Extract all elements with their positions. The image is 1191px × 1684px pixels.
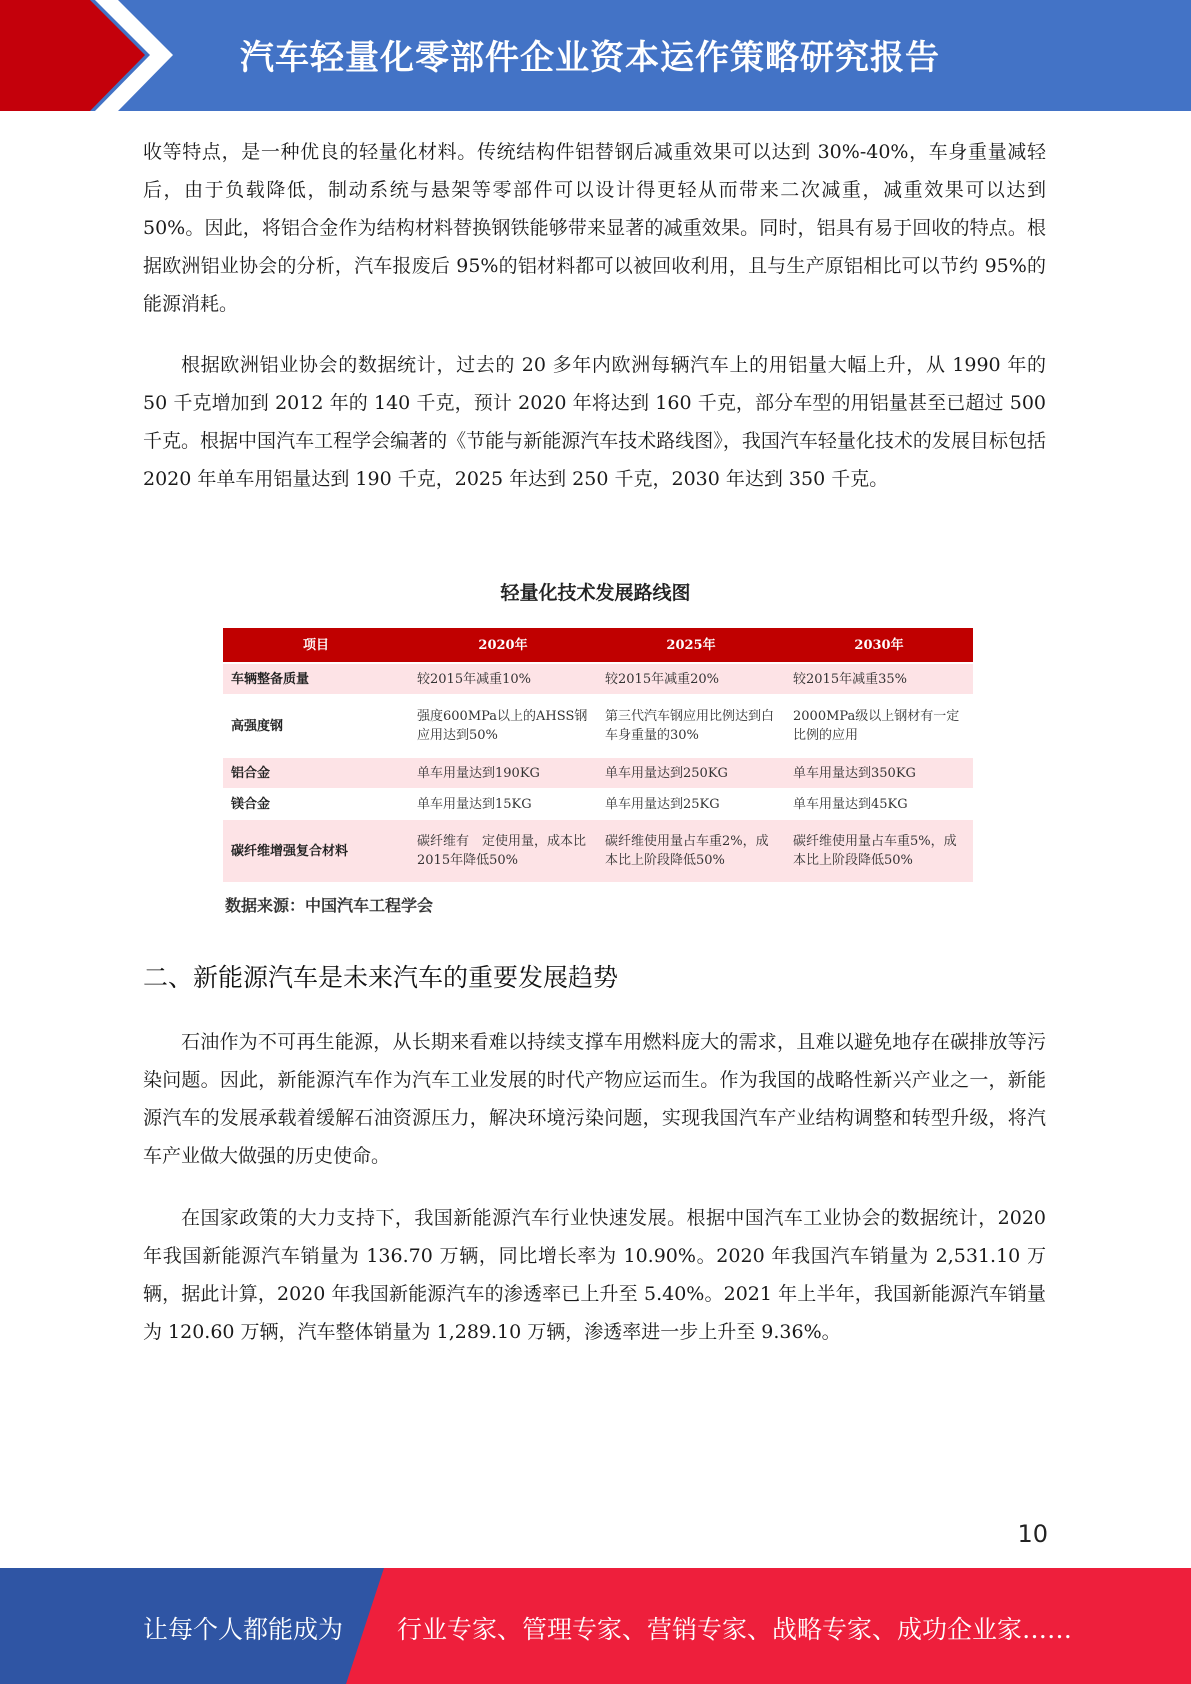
table-cell: 单车用量达到190KG [409, 757, 597, 789]
table-header-cell: 项目 [223, 628, 409, 663]
table-cell: 第三代汽车钢应用比例达到白车身重量的30% [597, 695, 785, 757]
paragraph-4: 在国家政策的大力支持下，我国新能源汽车行业快速发展。根据中国汽车工业协会的数据统计，2020 年我国新能源汽车销量为 136.70 万辆，同比增长率为 10.90%。2020 年我国汽车销量为 2,531.10 万辆，据此计算，2020 年我国新能源汽车的渗透率已上升至 5.40%。2021 年上半年，我国新能源汽车销量为 120.60 万辆，汽车整体销量为 1,289.10 万辆，渗透率进一步上升至 9.36%。 [143, 1207, 1046, 1343]
table-header-cell: 2030年 [785, 628, 973, 663]
page-header [0, 0, 1191, 111]
table-cell: 单车用量达到45KG [785, 789, 973, 819]
report-title: 汽车轻量化零部件企业资本运作策略研究报告 [240, 38, 940, 78]
section-heading: 二、新能源汽车是未来汽车的重要发展趋势 [143, 963, 619, 992]
table-header-cell: 2020年 [409, 628, 597, 663]
roadmap-table [223, 628, 973, 884]
table-cell: 单车用量达到15KG [409, 789, 597, 819]
figure-title: 轻量化技术发展路线图 [500, 582, 691, 604]
table-cell: 单车用量达到350KG [785, 757, 973, 789]
table-row [223, 663, 973, 695]
table-row [223, 757, 973, 789]
paragraph-1: 收等特点，是一种优良的轻量化材料。传统结构件铝替钢后减重效果可以达到 30%-40%，车身重量减轻后，由于负载降低，制动系统与悬架等零部件可以设计得更轻从而带来二次减重，减重效果可以达到 50%。因此，将铝合金作为结构材料替换钢铁能够带来显著的减重效果。同时，铝具有易于回收的特点。根据欧洲铝业协会的分析，汽车报废后 95%的铝材料都可以被回收利用，且与生产原铝相比可以节约 95%的能源消耗。 [143, 141, 1046, 315]
paragraph-2: 根据欧洲铝业协会的数据统计，过去的 20 多年内欧洲每辆汽车上的用铝量大幅上升，从 1990 年的 50 千克增加到 2012 年的 140 千克，预计 2020 年将达到 160 千克，部分车型的用铝量甚至已超过 500 千克。根据中国汽车工程学会编著的《节能与新能源汽车技术路线图》，我国汽车轻量化技术的发展目标包括 2020 年单车用铝量达到 190 千克，2025 年达到 250 千克，2030 年达到 350 千克。 [143, 354, 1046, 490]
table-cell: 碳纤维增强复合材料 [223, 819, 409, 883]
body-text-block-4 [143, 1199, 1046, 1351]
table-cell: 单车用量达到250KG [597, 757, 785, 789]
table-cell: 单车用量达到25KG [597, 789, 785, 819]
table-cell: 碳纤维有 定使用量，成本比2015年降低50% [409, 819, 597, 883]
table-cell: 高强度钢 [223, 695, 409, 757]
table-cell: 2000MPa级以上钢材有一定比例的应用 [785, 695, 973, 757]
table-header-row [223, 628, 973, 663]
footer-slogan-right: 行业专家、管理专家、营销专家、战略专家、成功企业家…… [397, 1615, 1073, 1644]
page-number: 10 [1017, 1520, 1048, 1548]
table-cell: 较2015年减重20% [597, 663, 785, 695]
table-cell: 镁合金 [223, 789, 409, 819]
table-row [223, 789, 973, 819]
body-text-block-3 [143, 1023, 1046, 1175]
table-cell: 较2015年减重35% [785, 663, 973, 695]
table-cell: 碳纤维使用量占车重5%，成本比上阶段降低50% [785, 819, 973, 883]
table-cell: 车辆整备质量 [223, 663, 409, 695]
paragraph-3: 石油作为不可再生能源，从长期来看难以持续支撑车用燃料庞大的需求，且难以避免地存在碳排放等污染问题。因此，新能源汽车作为汽车工业发展的时代产物应运而生。作为我国的战略性新兴产业之一，新能源汽车的发展承载着缓解石油资源压力，解决环境污染问题，实现我国汽车产业结构调整和转型升级，将汽车产业做大做强的历史使命。 [143, 1031, 1046, 1167]
table-header-cell: 2025年 [597, 628, 785, 663]
table-row [223, 819, 973, 883]
page-footer [0, 1568, 1191, 1684]
footer-slogan-left: 让每个人都能成为 [143, 1615, 344, 1644]
table-cell: 铝合金 [223, 757, 409, 789]
table-cell: 较2015年减重10% [409, 663, 597, 695]
body-text-block-2 [143, 346, 1046, 498]
table-row [223, 695, 973, 757]
table-cell: 碳纤维使用量占车重2%，成本比上阶段降低50% [597, 819, 785, 883]
body-text-block-1 [143, 133, 1046, 323]
figure-source: 数据来源：中国汽车工程学会 [225, 896, 434, 915]
table-cell: 强度600MPa以上的AHSS钢应用达到50% [409, 695, 597, 757]
